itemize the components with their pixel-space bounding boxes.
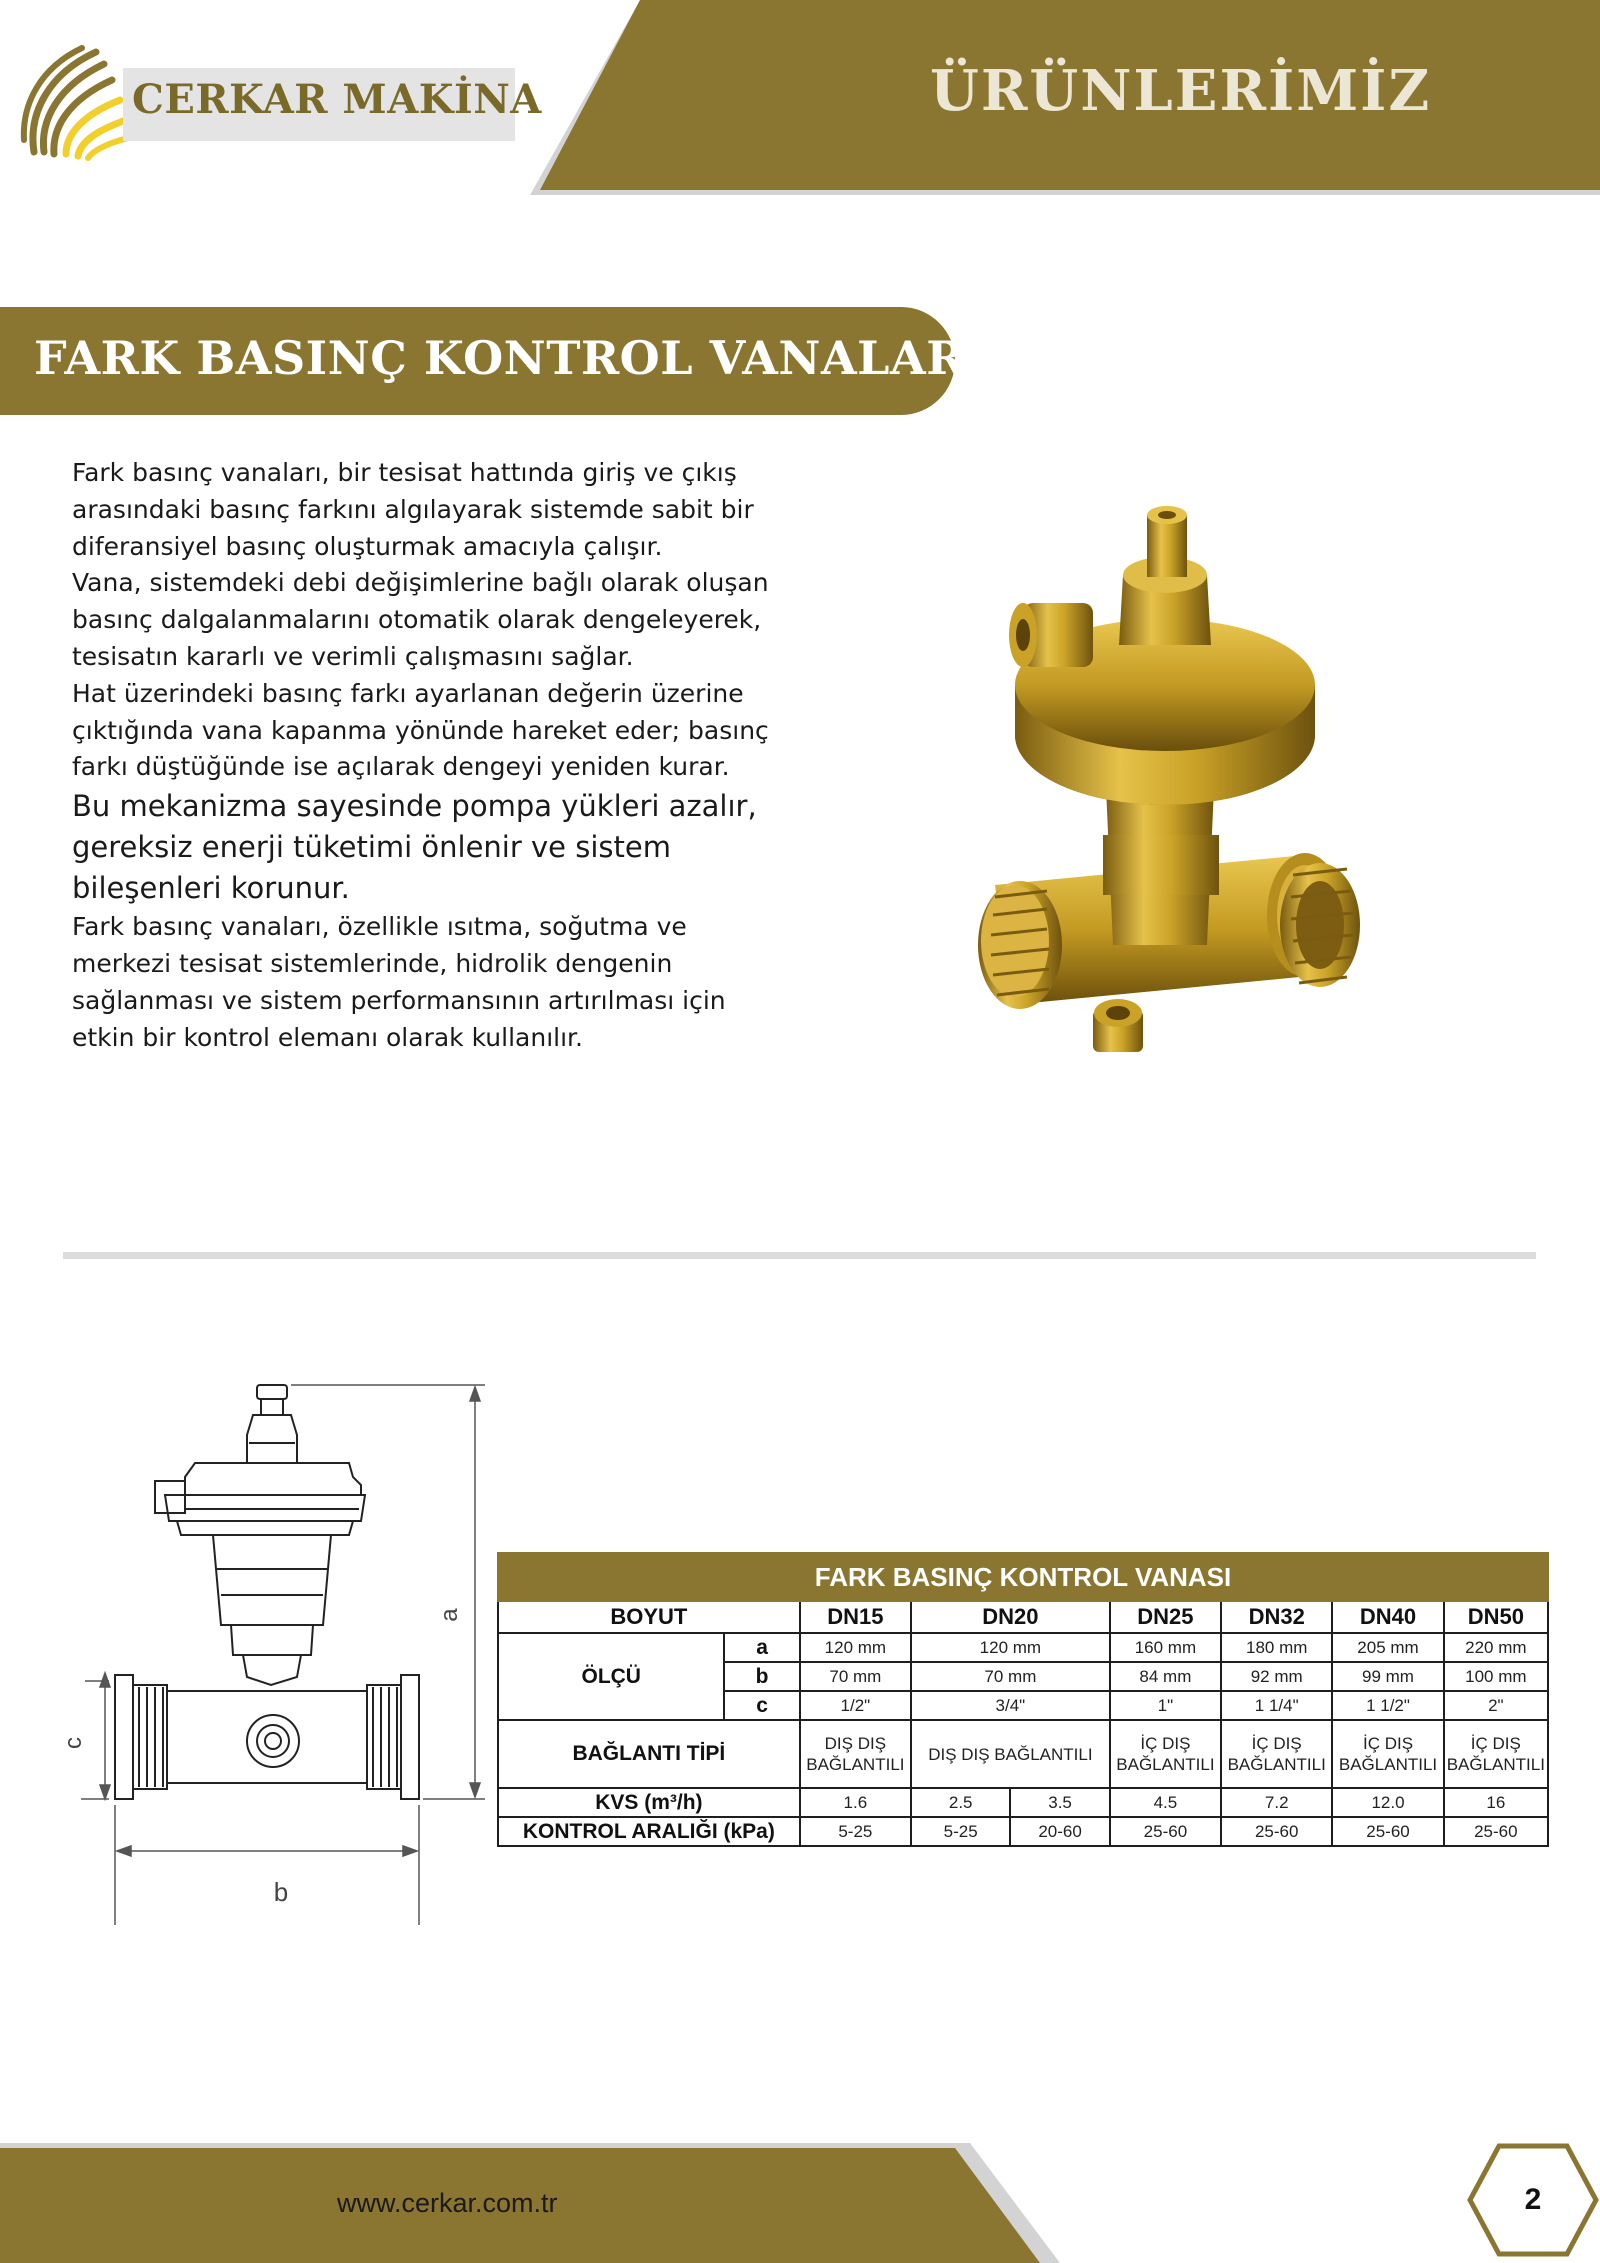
kontrol-dn20-a: 5-25 [911,1817,1010,1846]
boyut-label: BOYUT [498,1601,800,1633]
kvs-dn20-a: 2.5 [911,1788,1010,1817]
dimension-c-label: c [60,1737,87,1749]
footer-website-link[interactable]: www.cerkar.com.tr [337,2188,558,2218]
intro-paragraph-1: Fark basınç vanaları, bir tesisat hattında giriş ve çıkış arasındaki basınç farkını algılayarak sistemde sabit bir diferansiyel basınç oluşturmak amacıyla çalışır. [72,458,754,561]
kontrol-dn50: 25-60 [1444,1817,1548,1846]
kontrol-label: KONTROL ARALIĞI (kPa) [498,1817,800,1846]
valve-product-photo [975,505,1375,1085]
size-dn15: DN15 [800,1601,911,1633]
dimension-b-label: b [273,1877,289,1907]
conn-dn50: İÇ DIŞ BAĞLANTILI [1444,1720,1548,1788]
intro-paragraph-4: Bu mekanizma sayesinde pompa yükleri azalır, gereksiz enerji tüketimi önlenir ve sistem bileşenleri korunur. [72,789,757,906]
page-number: 2 [1524,2183,1542,2216]
spec-table [497,1552,1549,1847]
row-b-label: b [724,1662,799,1691]
cell-b-dn20: 70 mm [911,1662,1110,1691]
kvs-dn50: 16 [1444,1788,1548,1817]
cerkar-logo-icon [18,44,130,162]
baglanti-label: BAĞLANTI TİPİ [498,1720,800,1788]
kvs-label: KVS (m³/h) [498,1788,800,1817]
cell-a-dn50: 220 mm [1444,1633,1548,1662]
olcu-label: ÖLÇÜ [498,1633,724,1720]
size-dn20: DN20 [911,1601,1110,1633]
section-divider [63,1252,1536,1259]
kvs-dn40: 12.0 [1332,1788,1443,1817]
brand-name: CERKAR MAKİNA [132,76,542,123]
intro-text [72,455,772,1056]
kontrol-dn32: 25-60 [1221,1817,1332,1846]
cell-c-dn25: 1" [1110,1691,1221,1720]
cell-c-dn20: 3/4" [911,1691,1110,1720]
dimension-a-label: a [436,1608,463,1622]
table-title: FARK BASINÇ KONTROL VANASI [498,1553,1548,1601]
kvs-dn25: 4.5 [1110,1788,1221,1817]
cell-b-dn15: 70 mm [800,1662,911,1691]
row-c-label: c [724,1691,799,1720]
kontrol-dn25: 25-60 [1110,1817,1221,1846]
section-title: FARK BASINÇ KONTROL VANALARI [34,331,987,385]
kontrol-dn15: 5-25 [800,1817,911,1846]
cell-a-dn15: 120 mm [800,1633,911,1662]
cell-c-dn15: 1/2" [800,1691,911,1720]
intro-paragraph-3: Hat üzerindeki basınç farkı ayarlanan değerin üzerine çıktığında vana kapanma yönünde hareket eder; basınç farkı düştüğünde ise açılarak dengeyi yeniden kurar. [72,678,769,782]
intro-paragraph-5: Fark basınç vanaları, özellikle ısıtma, soğutma ve merkezi tesisat sistemlerinde, hidrolik dengenin sağlanması ve sistem performansının artırılması için etkin bir kontrol elemanı olarak kullanılır. [72,912,726,1052]
kvs-dn20-b: 3.5 [1010,1788,1109,1817]
header-title: ÜRÜNLERİMİZ [930,58,1432,124]
cell-a-dn25: 160 mm [1110,1633,1221,1662]
conn-dn15: DIŞ DIŞ BAĞLANTILI [800,1720,911,1788]
size-dn25: DN25 [1110,1601,1221,1633]
row-a-label: a [724,1633,799,1662]
conn-dn20: DIŞ DIŞ BAĞLANTILI [911,1720,1110,1788]
cell-a-dn32: 180 mm [1221,1633,1332,1662]
cell-b-dn40: 99 mm [1332,1662,1443,1691]
cell-a-dn20: 120 mm [911,1633,1110,1662]
cell-b-dn32: 92 mm [1221,1662,1332,1691]
cell-c-dn40: 1 1/2" [1332,1691,1443,1720]
cell-a-dn40: 205 mm [1332,1633,1443,1662]
conn-dn25: İÇ DIŞ BAĞLANTILI [1110,1720,1221,1788]
cell-b-dn50: 100 mm [1444,1662,1548,1691]
size-dn40: DN40 [1332,1601,1443,1633]
size-dn32: DN32 [1221,1601,1332,1633]
valve-dimension-drawing [60,1385,495,1925]
kvs-dn15: 1.6 [800,1788,911,1817]
kvs-dn32: 7.2 [1221,1788,1332,1817]
conn-dn32: İÇ DIŞ BAĞLANTILI [1221,1720,1332,1788]
conn-dn40: İÇ DIŞ BAĞLANTILI [1332,1720,1443,1788]
cell-b-dn25: 84 mm [1110,1662,1221,1691]
cell-c-dn32: 1 1/4" [1221,1691,1332,1720]
kontrol-dn40: 25-60 [1332,1817,1443,1846]
intro-paragraph-2: Vana, sistemdeki debi değişimlerine bağlı olarak oluşan basınç dalgalanmalarını otomatik olarak dengeleyerek, tesisatın kararlı ve verimli çalışmasını sağlar. [72,568,769,671]
size-dn50: DN50 [1444,1601,1548,1633]
cell-c-dn50: 2" [1444,1691,1548,1720]
kontrol-dn20-b: 20-60 [1010,1817,1109,1846]
